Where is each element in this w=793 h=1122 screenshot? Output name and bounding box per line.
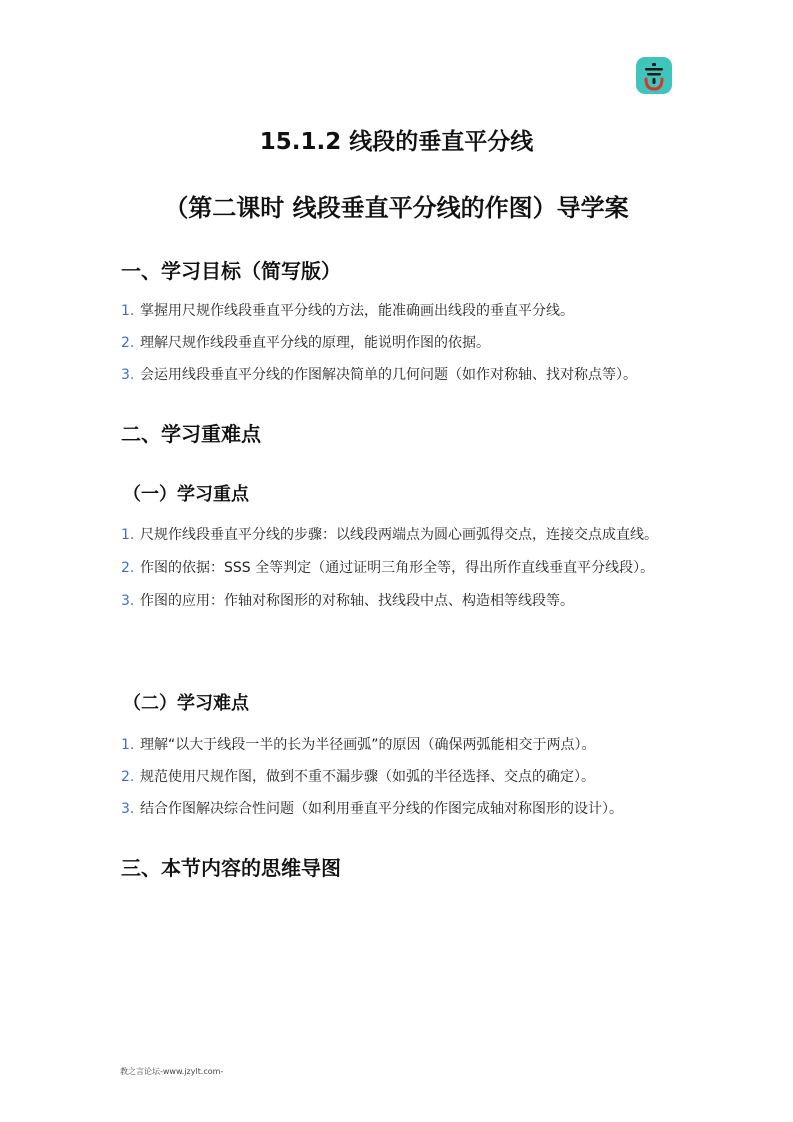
list-item-text: 规范使用尺规作图，做到不重不漏步骤（如弧的半径选择、交点的确定）。	[140, 769, 595, 785]
list-number: 3.	[121, 593, 135, 609]
list-item-text: 尺规作线段垂直平分线的步骤：以线段两端点为圆心画弧得交点，连接交点成直线。	[140, 527, 658, 543]
list-number: 1.	[121, 303, 135, 319]
list-number: 1.	[121, 527, 135, 543]
subsection-heading-key-points: （一）学习重点	[123, 484, 249, 505]
list-number: 1.	[121, 737, 135, 753]
page-subtitle: （第二课时 线段垂直平分线的作图）导学案	[164, 194, 629, 222]
page-footer: 教之言论坛-www.jzylt.com-	[120, 1067, 224, 1076]
jiaozhiyan-logo-icon	[636, 57, 672, 94]
subsection-heading-difficulties: （二）学习难点	[123, 693, 249, 714]
page-title: 15.1.2 线段的垂直平分线	[259, 129, 534, 155]
list-item-text: 理解尺规作线段垂直平分线的原理，能说明作图的依据。	[140, 335, 490, 351]
list-item-text: 结合作图解决综合性问题（如利用垂直平分线的作图完成轴对称图形的设计）。	[140, 801, 623, 817]
list-number: 3.	[121, 367, 135, 383]
list-number: 2.	[121, 769, 135, 785]
list-item	[121, 524, 666, 547]
difficulties-list	[121, 734, 666, 821]
list-item-text: 作图的应用：作轴对称图形的对称轴、找线段中点、构造相等线段等。	[140, 593, 574, 609]
list-item	[121, 590, 666, 613]
list-item	[121, 734, 666, 757]
section-heading-learning-goals: 一、学习目标（简写版）	[121, 259, 341, 283]
section-heading-key-points: 二、学习重难点	[121, 422, 261, 446]
list-item-text: 掌握用尺规作线段垂直平分线的方法，能准确画出线段的垂直平分线。	[140, 303, 574, 319]
list-number: 3.	[121, 801, 135, 817]
list-item	[121, 332, 666, 355]
list-item-text: 会运用线段垂直平分线的作图解决简单的几何问题（如作对称轴、找对称点等）。	[140, 367, 637, 383]
list-item	[121, 300, 666, 323]
list-item	[121, 364, 666, 387]
list-number: 2.	[121, 335, 135, 351]
key-points-list	[121, 524, 666, 613]
list-item-text: 理解“以大于线段一半的长为半径画弧”的原因（确保两弧能相交于两点）。	[140, 737, 596, 753]
list-item	[121, 557, 666, 580]
list-item	[121, 798, 666, 821]
list-item-text: 作图的依据：SSS 全等判定（通过证明三角形全等，得出所作直线垂直平分线段）。	[140, 560, 655, 576]
section-heading-mind-map: 三、本节内容的思维导图	[121, 856, 341, 880]
list-number: 2.	[121, 560, 135, 576]
list-item	[121, 766, 666, 789]
learning-goals-list	[121, 300, 666, 387]
